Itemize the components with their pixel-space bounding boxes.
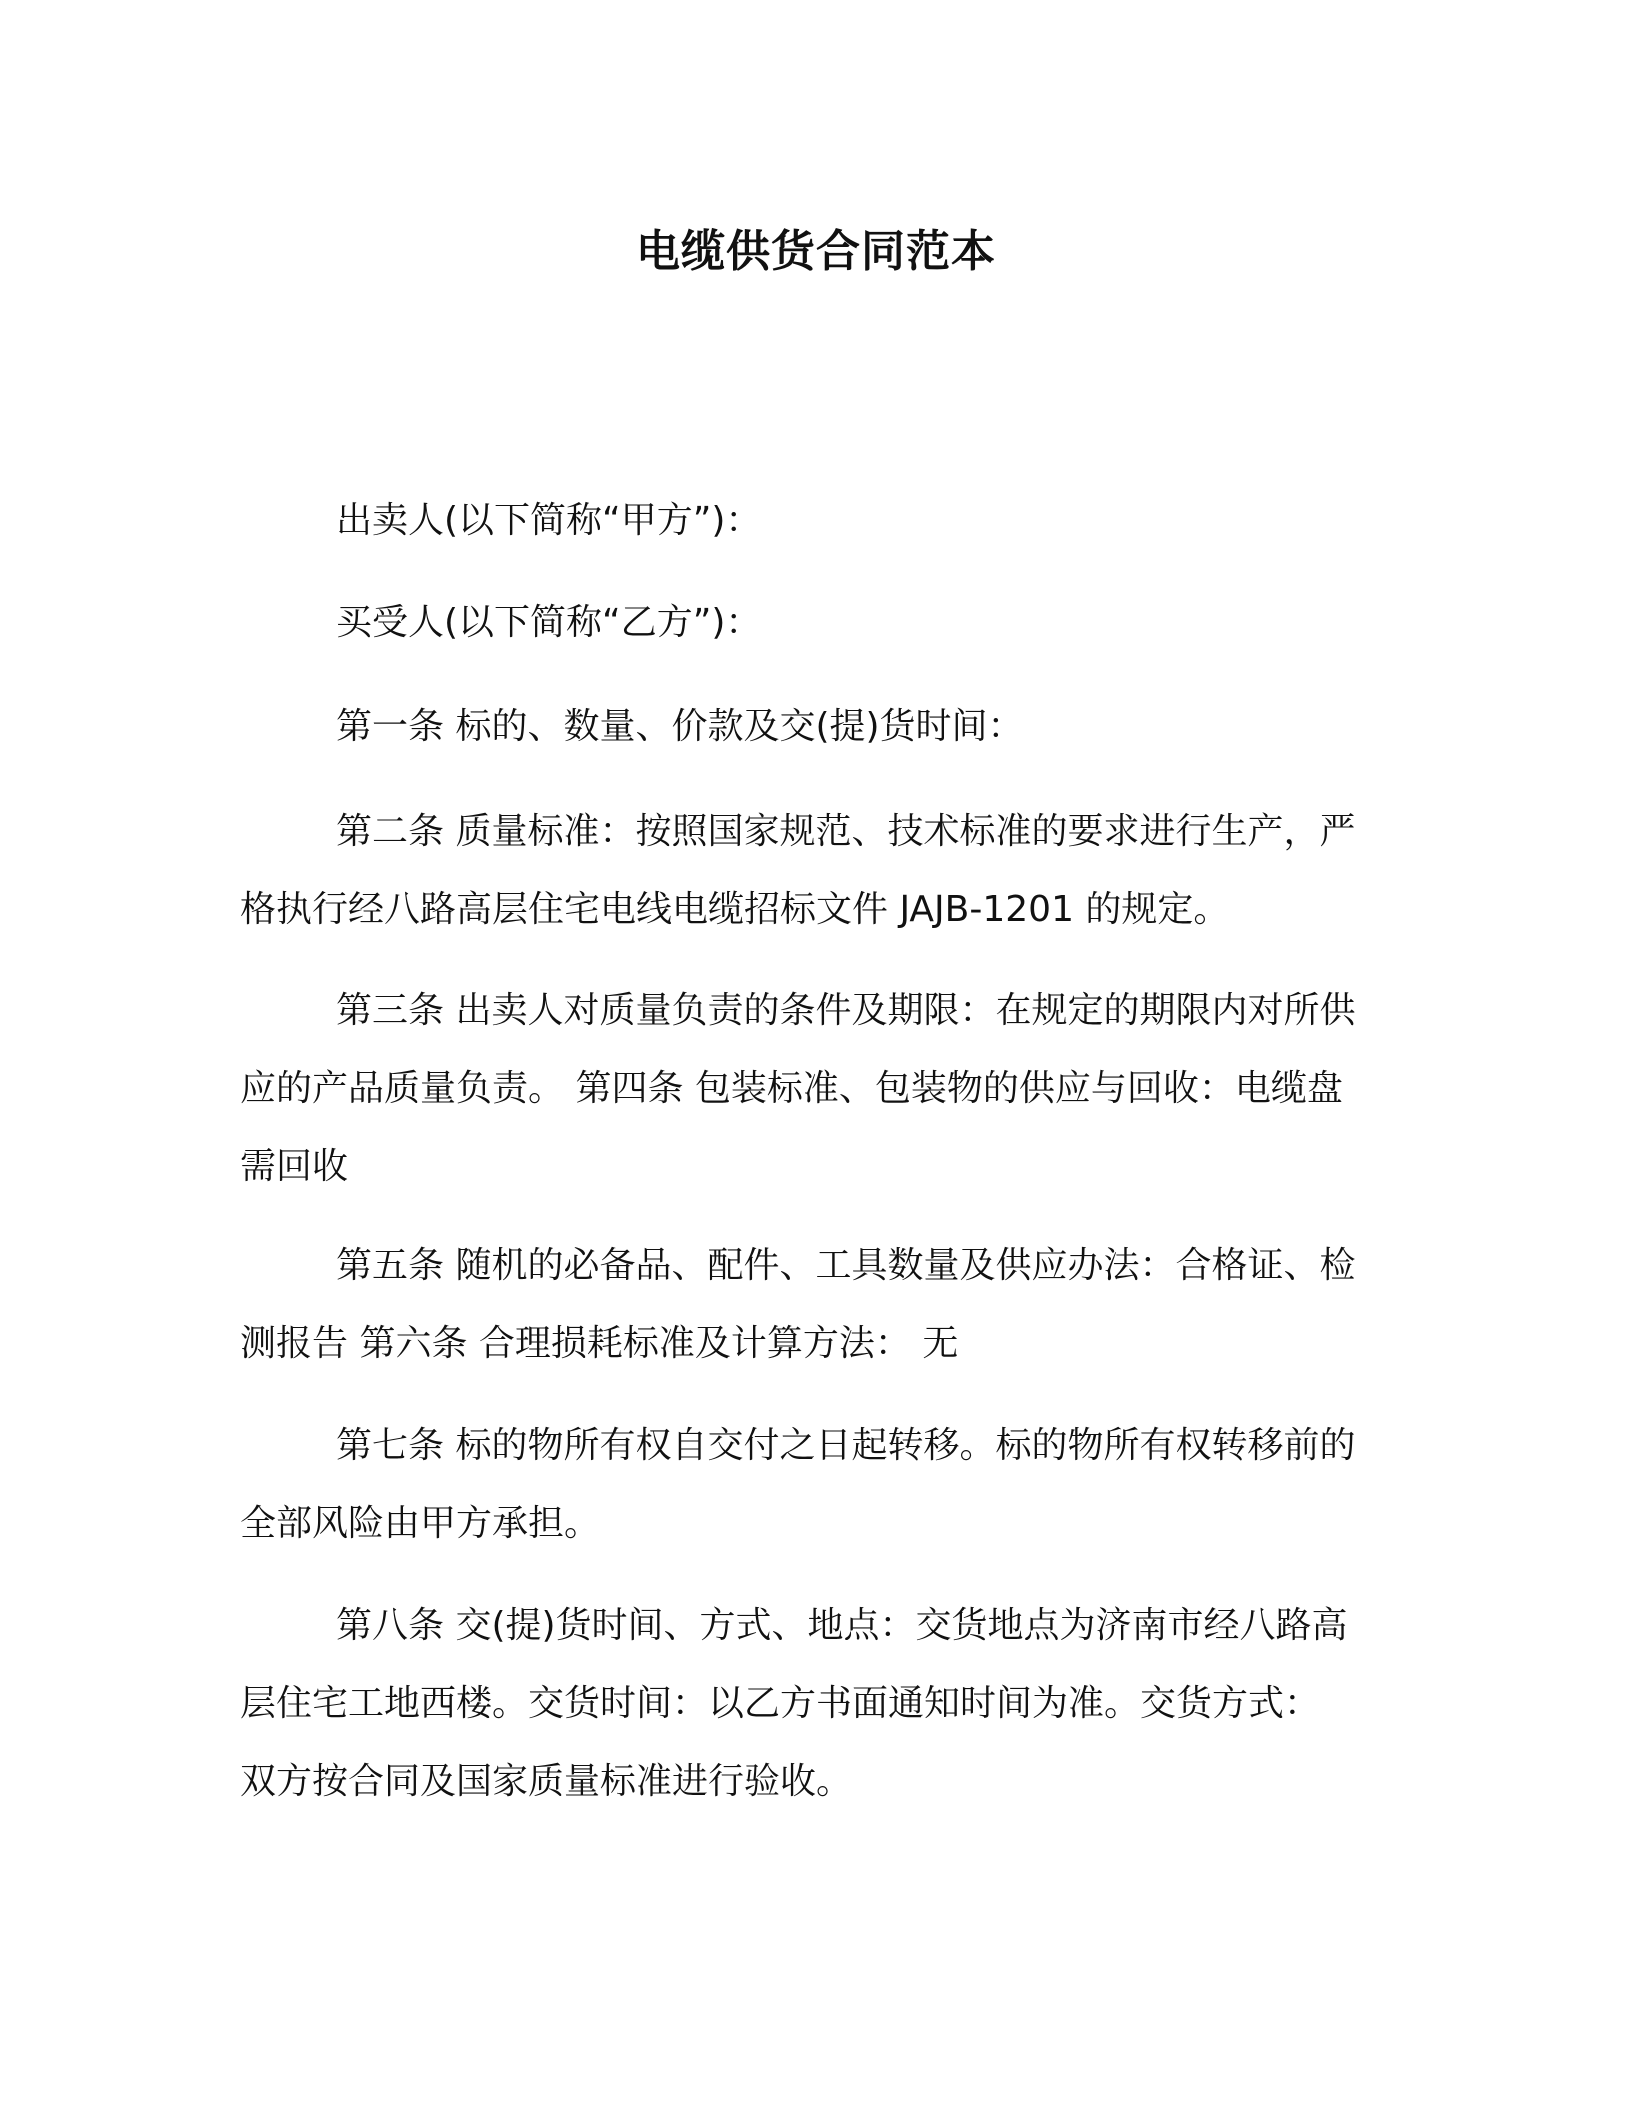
paragraph-line: 应的产品质量负责。 第四条 包装标准、包装物的供应与回收：电缆盘 — [240, 1068, 1343, 1109]
paragraph-line: 第二条 质量标准：按照国家规范、技术标准的要求进行生产，严 — [336, 811, 1356, 852]
paragraph-line: 买受人(以下简称“乙方”)： — [336, 602, 762, 643]
paragraph-article-5-6 — [240, 1227, 1384, 1383]
paragraph-line: 第七条 标的物所有权自交付之日起转移。标的物所有权转移前的 — [336, 1425, 1356, 1466]
paragraph-line: 第八条 交(提)货时间、方式、地点：交货地点为济南市经八路高 — [336, 1605, 1348, 1646]
paragraph-line: 第一条 标的、数量、价款及交(提)货时间： — [336, 706, 1024, 747]
paragraph-buyer — [240, 584, 1384, 662]
paragraph-line: 需回收 — [240, 1146, 349, 1187]
paragraph-line: 格执行经八路高层住宅电线电缆招标文件 JAJB-1201 的规定。 — [240, 889, 1230, 930]
paragraph-article-8 — [240, 1587, 1384, 1821]
paragraph-line: 第三条 出卖人对质量负责的条件及期限：在规定的期限内对所供 — [336, 990, 1356, 1031]
paragraph-line: 测报告 第六条 合理损耗标准及计算方法： 无 — [240, 1323, 959, 1364]
document-title: 电缆供货合同范本 — [636, 226, 996, 277]
paragraph-seller — [240, 482, 1384, 560]
paragraph-line: 双方按合同及国家质量标准进行验收。 — [240, 1761, 853, 1802]
paragraph-article-2 — [240, 793, 1384, 949]
paragraph-line: 第五条 随机的必备品、配件、工具数量及供应办法：合格证、检 — [336, 1245, 1356, 1286]
paragraph-line: 出卖人(以下简称“甲方”)： — [336, 500, 762, 541]
paragraph-article-1 — [240, 688, 1384, 766]
paragraph-article-3-4 — [240, 972, 1384, 1206]
paragraph-line: 全部风险由甲方承担。 — [240, 1503, 601, 1544]
paragraph-article-7 — [240, 1407, 1384, 1563]
paragraph-line: 层住宅工地西楼。交货时间：以乙方书面通知时间为准。交货方式： — [240, 1683, 1321, 1724]
